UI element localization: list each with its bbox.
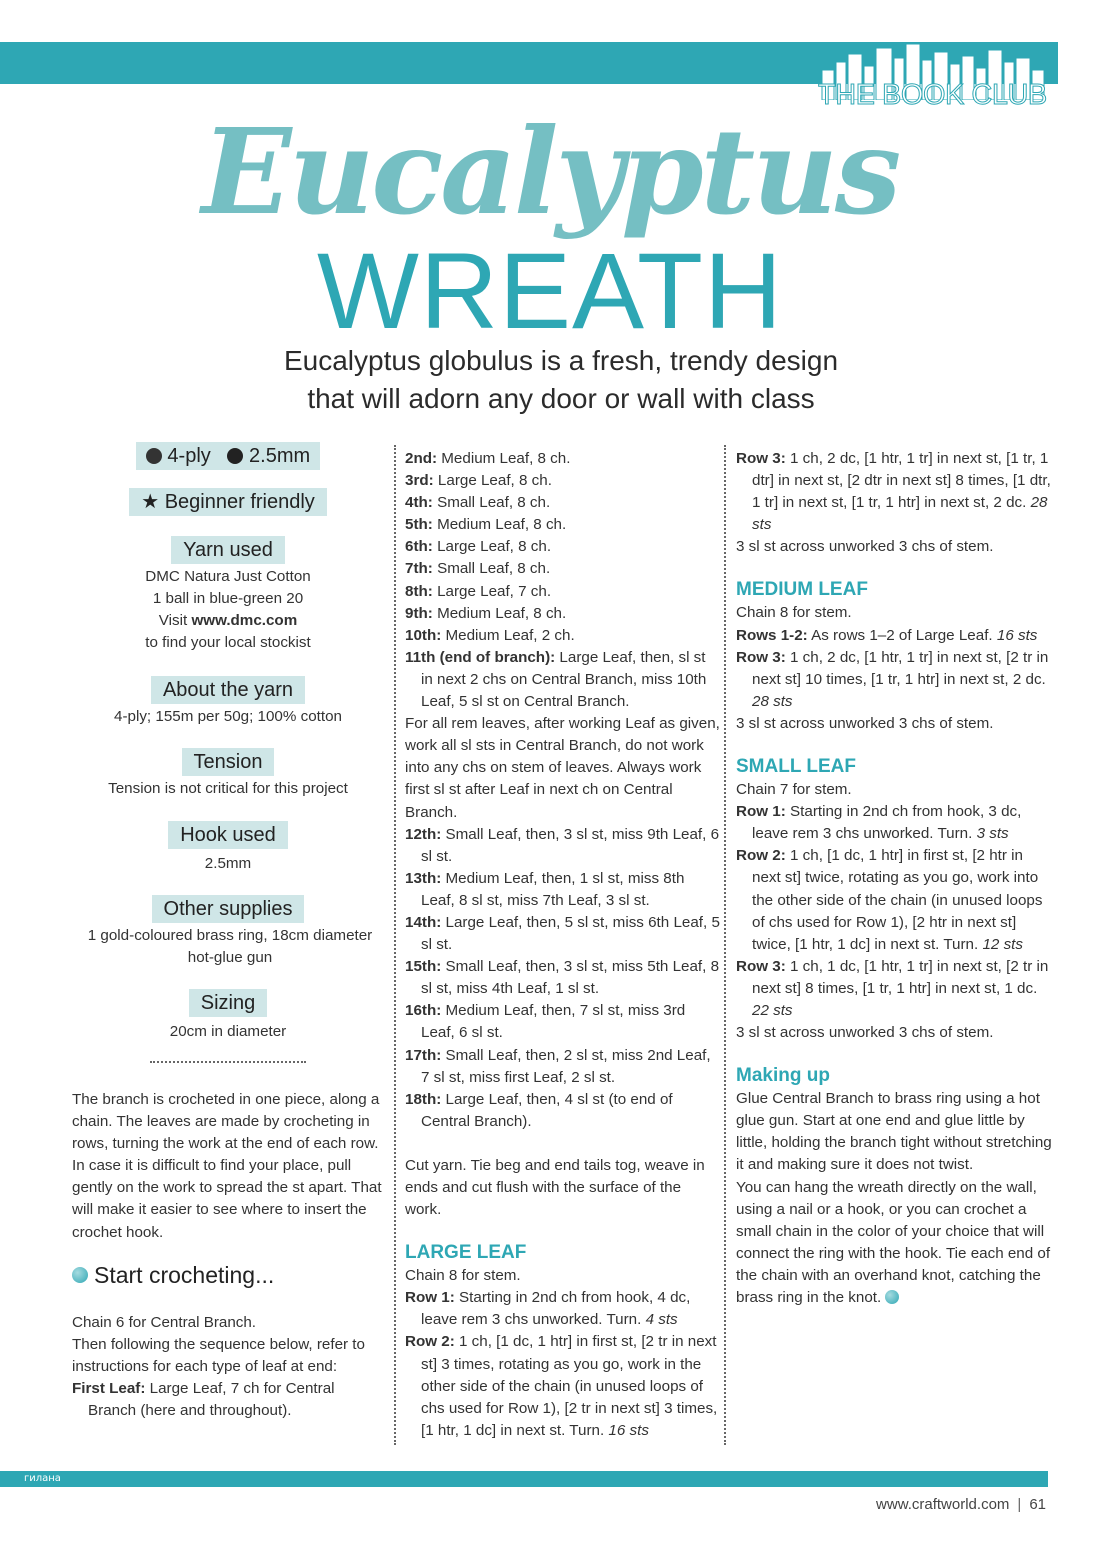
yarn-ball-icon: [146, 448, 162, 464]
page-footer: [876, 1495, 1046, 1515]
title-script: Eucalyptus: [201, 102, 899, 241]
step-label: 13th:: [405, 869, 442, 887]
step-label: 16th:: [405, 1002, 442, 1020]
step-label: 15th:: [405, 958, 442, 976]
row-label: Rows 1-2:: [736, 626, 808, 644]
leaf-step: [405, 1000, 721, 1044]
making-up-text-2-body: You can hang the wreath directly on the wall, using a nail or a hook, or you can crochet a small chain in the color of your choice that will connect the ring with the hook. Tie each end of the chain with an overhand knot, catching the brass ring in the knot.: [736, 1178, 1051, 1306]
step-label: 2nd:: [405, 450, 438, 467]
step-label: 11th (end of branch):: [405, 648, 556, 666]
step-text: Large Leaf, then, 5 sl st, miss 6th Leaf, 5 sl st.: [421, 913, 720, 954]
step-label: 12th:: [405, 825, 442, 843]
stitch-count: 4 sts: [645, 1311, 678, 1329]
dmc-link[interactable]: www.dmc.com: [191, 612, 298, 630]
stitch-count: 12 sts: [982, 935, 1023, 953]
step-text: Large Leaf, then, 4 sl st (to end of Central Branch).: [421, 1090, 673, 1130]
leaf-step: [405, 647, 721, 713]
supply-ring: 1 gold-coloured brass ring, 18cm diameter: [87, 926, 373, 944]
subtitle-line-1: Eucalyptus globulus is a fresh, trendy design: [283, 345, 839, 376]
step-text: Medium Leaf, 8 ch.: [432, 516, 567, 534]
step-text: Small Leaf, 8 ch.: [432, 560, 551, 578]
step-label: 7th:: [405, 560, 433, 578]
leaf-step: [405, 868, 721, 912]
sidebar-column: [72, 445, 384, 1422]
row-label: Row 1:: [405, 1289, 455, 1307]
hook-used-text: 2.5mm: [204, 854, 252, 872]
step-label: 18th:: [405, 1090, 442, 1108]
stitch-count: 3 sts: [976, 825, 1009, 843]
footer-separator: |: [1017, 1496, 1022, 1513]
hook-used-heading: Hook used: [168, 821, 288, 849]
leaf-step: [405, 470, 721, 492]
column-divider: [394, 445, 396, 1445]
yarn-visit: [72, 610, 384, 632]
start-chain: Chain 6 for Central Branch.: [72, 1313, 257, 1331]
medium-leaf-row-3: [736, 647, 1054, 713]
step-text: Large Leaf, 8 ch.: [432, 538, 552, 556]
yarn-used-heading: Yarn used: [171, 536, 285, 564]
making-up-heading: Making up: [736, 1065, 830, 1087]
step-text: Small Leaf, then, 2 sl st, miss 2nd Leaf, 7 sl st, miss first Leaf, 2 sl st.: [421, 1046, 711, 1086]
leaf-step: [405, 824, 721, 868]
leaf-step: [405, 536, 721, 558]
row-text: 1 ch, 1 dc, [1 htr, 1 tr] in next st, [2 tr in next st] 8 times, [1 tr, 1 htr] in next st, 1 dc.: [752, 957, 1049, 997]
step-label: 8th:: [405, 582, 433, 600]
yarn-ball-icon: [72, 1267, 88, 1283]
remaining-leaves-note: For all rem leaves, after working Leaf as given, work all sl sts in Central Branch, do not work into any chs on stem of leaves. Always work first sl st after Leaf in next ch on Central Branch.: [405, 715, 720, 821]
step-text: Medium Leaf, then, 7 sl st, miss 3rd Leaf, 6 sl st.: [421, 1002, 686, 1042]
cut-yarn-text: Cut yarn. Tie beg and end tails tog, weave in ends and cut flush with the surface of the work.: [405, 1156, 705, 1219]
row-text: Starting in 2nd ch from hook, 4 dc, leave rem 3 chs unworked. Turn.: [421, 1289, 691, 1329]
medium-leaf-rows-1-2: [736, 625, 1054, 647]
stitch-count: 22 sts: [752, 1001, 793, 1019]
leaf-step: [405, 514, 721, 536]
row-text: 1 ch, [1 dc, 1 htr] in first st, [2 tr in next st] 3 times, rotating as you go, work in the other side of the chain (in unused loops of chs used for Row 1), [2 tr in next st] 3 times, [1 htr, 1 dc] in next st. Turn.: [421, 1333, 718, 1439]
step-text: Medium Leaf, then, 1 sl st, miss 8th Leaf, 8 sl st, miss 7th Leaf, 3 sl st.: [421, 869, 685, 909]
row-label: Row 1:: [736, 803, 786, 821]
step-text: Small Leaf, then, 3 sl st, miss 5th Leaf, 8 sl st, miss 4th Leaf, 1 sl st.: [421, 958, 720, 998]
step-label: 6th:: [405, 538, 433, 556]
level-label: Beginner friendly: [164, 491, 315, 513]
sizing-text: 20cm in diameter: [169, 1022, 287, 1040]
subtitle-line-2: that will adorn any door or wall with class: [307, 383, 815, 414]
start-sequence-note: Then following the sequence below, refer to instructions for each type of leaf at end:: [72, 1335, 365, 1375]
supply-glue-gun: hot-glue gun: [187, 948, 273, 966]
brand-label: THE BOOK CLUB: [818, 79, 1047, 111]
row-label: Row 3:: [736, 450, 786, 467]
star-icon: ★: [141, 491, 160, 513]
bottom-tag: гилана: [24, 1473, 61, 1484]
small-leaf-outro: 3 sl st across unworked 3 chs of stem.: [736, 1024, 994, 1042]
stitch-count: 16 sts: [996, 626, 1038, 644]
leaf-step: [405, 956, 721, 1000]
hook-icon: [227, 448, 243, 464]
leaf-step: [405, 581, 721, 603]
step-text: Medium Leaf, 8 ch.: [432, 604, 567, 622]
sequence-column: [405, 448, 721, 1442]
yarn-amount: 1 ball in blue-green 20: [152, 590, 304, 608]
row-text: As rows 1–2 of Large Leaf.: [807, 626, 993, 644]
making-up-text-2: [736, 1177, 1054, 1310]
row-label: Row 2:: [405, 1333, 455, 1351]
tension-text: Tension is not critical for this project: [108, 780, 348, 798]
leaf-step: [405, 448, 721, 470]
yarn-ball-icon: [885, 1290, 899, 1304]
small-leaf-row-3: [736, 956, 1054, 1022]
step-text: Large Leaf, then, sl st in next 2 chs on Central Branch, miss 10th Leaf, 5 sl st on Central Branch.: [421, 648, 707, 711]
row-label: Row 3:: [736, 957, 786, 975]
small-leaf-row-2: [736, 845, 1054, 955]
section-divider: [150, 1061, 306, 1063]
large-leaf-intro: Chain 8 for stem.: [405, 1267, 521, 1285]
weight-hook-pill: [136, 442, 320, 470]
first-leaf: [72, 1378, 384, 1422]
large-leaf-row-2: [405, 1331, 721, 1441]
stitch-count: 16 sts: [608, 1421, 649, 1439]
intro-text: The branch is crocheted in one piece, along a chain. The leaves are made by crocheting in rows, turning the work at the end of each row. In case it is difficult to find your place, pull gently on the work to spread the st apart. That will make it easier to see where to insert the crochet hook.: [72, 1090, 382, 1241]
start-heading-label: Start crocheting...: [94, 1261, 275, 1288]
hook-label: 2.5mm: [249, 445, 311, 467]
large-leaf-row-3: [736, 448, 1054, 536]
bottom-banner: [0, 1471, 1048, 1487]
about-yarn-heading: About the yarn: [151, 676, 305, 704]
large-leaf-heading: LARGE LEAF: [405, 1242, 527, 1264]
leaf-step: [405, 1089, 721, 1133]
footer-url[interactable]: www.craftworld.com: [876, 1496, 1010, 1513]
leaf-step: [405, 558, 721, 580]
level-pill: [129, 488, 327, 516]
small-leaf-row-1: [736, 801, 1054, 845]
first-leaf-label: First Leaf:: [72, 1379, 146, 1397]
step-text: Small Leaf, 8 ch.: [432, 494, 551, 512]
row-text: Starting in 2nd ch from hook, 3 dc, leave rem 3 chs unworked. Turn.: [752, 803, 1022, 843]
small-leaf-heading: SMALL LEAF: [736, 756, 856, 778]
step-text: Medium Leaf, 8 ch.: [437, 450, 571, 467]
leaf-step: [405, 912, 721, 956]
start-crocheting-heading: [72, 1260, 384, 1290]
page-number: 61: [1029, 1496, 1046, 1513]
stitch-count: 28 sts: [752, 692, 793, 710]
row-label: Row 2:: [736, 847, 786, 865]
row-text: 1 ch, 2 dc, [1 htr, 1 tr] in next st, [2 tr in next st] 10 times, [1 tr, 1 htr] in next st, 2 dc.: [752, 648, 1049, 688]
small-leaf-intro: Chain 7 for stem.: [736, 781, 852, 799]
step-text: Medium Leaf, 2 ch.: [441, 626, 575, 644]
row-label: Row 3:: [736, 648, 786, 666]
step-text: Large Leaf, 7 ch.: [432, 582, 552, 600]
stitch-count: 28 sts: [752, 494, 1048, 534]
about-yarn-text: 4-ply; 155m per 50g; 100% cotton: [114, 708, 342, 726]
other-supplies-heading: Other supplies: [152, 895, 305, 923]
step-label: 9th:: [405, 604, 433, 622]
medium-leaf-outro: 3 sl st across unworked 3 chs of stem.: [736, 714, 994, 732]
leaf-step: [405, 492, 721, 514]
step-text: Large Leaf, 8 ch.: [433, 472, 552, 490]
step-text: Small Leaf, then, 3 sl st, miss 9th Leaf, 6 sl st.: [421, 825, 720, 865]
tension-heading: Tension: [182, 748, 275, 776]
row-text: 1 ch, 2 dc, [1 htr, 1 tr] in next st, [1 tr, 1 dtr] in next st, [2 dtr in next st] 8 times, [1 dtr, 1 tr] in next st, [1 tr, 1 htr] in next st, 2 dc.: [752, 450, 1051, 512]
first-leaf-text: Large Leaf, 7 ch for Central Branch (here and throughout).: [88, 1379, 335, 1419]
column-divider: [724, 445, 726, 1445]
yarn-stockist: to find your local stockist: [145, 634, 311, 652]
step-label: 14th:: [405, 913, 442, 931]
medium-leaf-intro: Chain 8 for stem.: [736, 604, 852, 622]
step-label: 5th:: [405, 516, 433, 534]
visit-label: Visit: [158, 612, 188, 630]
step-label: 10th:: [405, 626, 442, 644]
leaf-step: [405, 1045, 721, 1089]
step-label: 4th:: [405, 494, 433, 512]
step-label: 17th:: [405, 1046, 442, 1064]
medium-leaf-heading: MEDIUM LEAF: [736, 579, 868, 601]
weight-label: 4-ply: [167, 445, 211, 467]
making-up-text-1: Glue Central Branch to brass ring using a hot glue gun. Start at one end and glue little by little, holding the branch tight without stretching it and making sure it does not twist.: [736, 1090, 1052, 1174]
subtitle: [0, 342, 1100, 418]
leaf-step: [405, 603, 721, 625]
row-text: 1 ch, [1 dc, 1 htr] in first st, [2 htr in next st] twice, rotating as you go, work into the other side of the chain (in unused loops of chs used for Row 1), [2 htr in next st] twice, [1 htr, 1 dc] in next st. Turn.: [752, 847, 1043, 953]
yarn-name: DMC Natura Just Cotton: [145, 568, 311, 585]
sizing-heading: Sizing: [189, 989, 267, 1017]
page-title: WREATH: [317, 230, 783, 351]
large-leaf-row-1: [405, 1287, 721, 1331]
leaf-step: [405, 625, 721, 647]
step-label: 3rd:: [405, 472, 434, 490]
leaf-instructions-column: [736, 448, 1054, 1309]
large-leaf-outro: 3 sl st across unworked 3 chs of stem.: [736, 538, 994, 556]
